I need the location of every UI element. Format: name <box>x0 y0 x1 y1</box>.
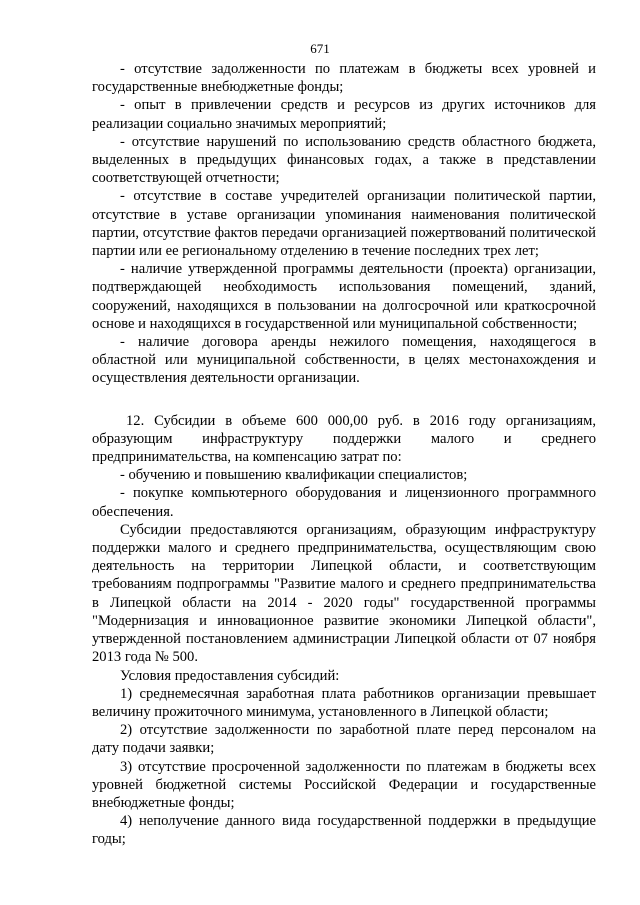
paragraph-approved-program: - наличие утвержденной программы деятельности (проекта) организации, подтверждающей необходимость использования помещений, зданий, сооружений, находящихся в пользовании на долгосрочной или краткосрочной основе и находящихся в государственной или муниципальной собственности; <box>92 261 596 332</box>
paragraph-lease-agreement: - наличие договора аренды нежилого помещения, находящегося в областной или муниципальной собственности, в целях местонахождения и осуществления деятельности организации. <box>92 334 596 387</box>
page-number: 671 <box>310 41 330 56</box>
paragraph-training: - обучению и повышению квалификации специалистов; <box>120 467 468 484</box>
paragraph-condition-2: 2) отсутствие задолженности по заработной плате перед персоналом на дату подачи заявки; <box>92 722 596 757</box>
paragraph-condition-1: 1) среднемесячная заработная плата работников организации превышает величину прожиточного минимума, установленного в Липецкой области; <box>92 685 596 720</box>
paragraph-subsidy-recipients: Субсидии предоставляются организациям, образующим инфраструктуру поддержки малого и среднего предпринимательства, осуществляющим свою деятельность на территории Липецкой области, и соответствующим требованиям подпрограммы "Развитие малого и среднего предпринимательства в Липецкой области на 2014 - 2020 годы" государственной программы "Модернизация и инновационное развитие экономики Липецкой области", утвержденной постановлением администрации Липецкой области от 07 ноября 2013 года № 500. <box>92 521 596 666</box>
paragraph-no-violations: - отсутствие нарушений по использованию средств областного бюджета, выделенных в предыдущих финансовых годах, а также в представлении соответствующей отчетности; <box>92 133 596 187</box>
paragraph-equipment: - покупке компьютерного оборудования и лицензионного программного обеспечения. <box>92 485 596 520</box>
document-body <box>92 60 596 849</box>
paragraph-experience: - опыт в привлечении средств и ресурсов из других источников для реализации социально значимых мероприятий; <box>92 97 596 132</box>
paragraph-condition-4: 4) неполучение данного вида государственной поддержки в предыдущие годы; <box>92 813 596 848</box>
paragraph-no-political-party: - отсутствие в составе учредителей организации политической партии, отсутствие в уставе организации упоминания наименования политической партии, отсутствие фактов передачи организацией пожертвований политической партии или ее региональному отделению в течение последних трех лет; <box>92 188 596 260</box>
paragraph-item-12: 12. Субсидии в объеме 600 000,00 руб. в 2016 году организациям, образующим инфраструктуру поддержки малого и среднего предпринимательства, на компенсацию затрат по: <box>92 412 596 466</box>
paragraph-condition-3: 3) отсутствие просроченной задолженности по платежам в бюджеты всех уровней бюджетной системы Российской Федерации и государственные внебюджетные фонды; <box>92 758 596 811</box>
paragraph-no-debt: - отсутствие задолженности по платежам в бюджеты всех уровней и государственные внебюджетные фонды; <box>92 61 596 96</box>
paragraph-conditions-heading: Условия предоставления субсидий: <box>120 667 340 684</box>
section-gap <box>92 388 596 412</box>
